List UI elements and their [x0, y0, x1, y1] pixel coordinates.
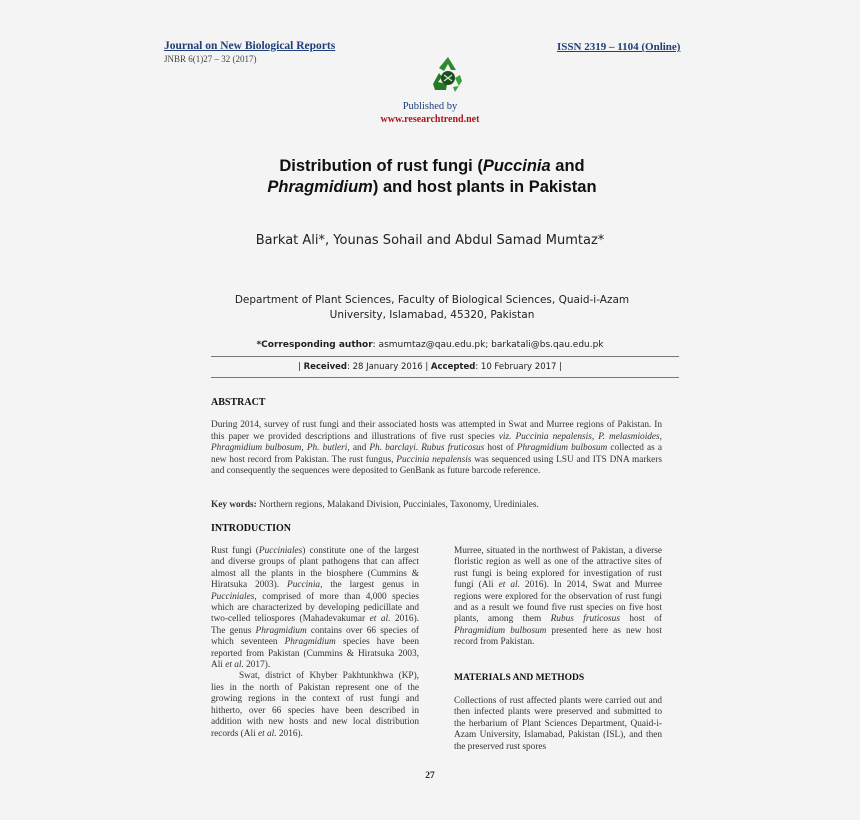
introduction-heading: INTRODUCTION — [211, 523, 292, 534]
keywords: Key words: Northern regions, Malakand Division, Pucciniales, Taxonomy, Urediniales. — [211, 500, 539, 510]
introduction-right-column — [454, 546, 662, 649]
page-number: 27 — [425, 771, 435, 781]
corresponding-author: *Corresponding author: asmumtaz@qau.edu.pk; barkatali@bs.qau.edu.pk — [256, 340, 604, 350]
intro-paragraph-3: Murree, situated in the northwest of Pakistan, a diverse floristic region as well as one of the attractive sites of rust fungi is being explored for investigation of rust fungi (Ali et al. 2016). In 2014, Swat and Murree regions were explored for the observation of rust fungi and as a result we found five rust species on five host plants, among them Rubus fruticosus host of Phragmidium bulbosum presented here as new host record from Pakistan. — [454, 546, 663, 648]
journal-name[interactable]: Journal on New Biological Reports — [164, 40, 336, 52]
affiliation: Department of Plant Sciences, Faculty of Biological Sciences, Quaid-i-Azam University, Islamabad, 45320, Pakistan — [234, 294, 630, 321]
intro-paragraph-1: Rust fungi (Pucciniales) constitute one of the largest and diverse groups of plant pathogens that can affect almost all the plants in the biosphere (Cummins & Hiratsuka 2003). Puccinia, the largest genus in Pucciniales, comprised of more than 4,000 species which are characterized by developing pedicillate and two-celled teliospores (Mahadevakumar et al. 2016). The genus Phragmidium contains over 66 species of which seventeen Phragmidium species have been reported from Pakistan (Cummins & Hiratsuka 2003, Ali et al. 2017). — [211, 546, 420, 671]
author-list: Barkat Ali*, Younas Sohail and Abdul Samad Mumtaz* — [255, 233, 605, 248]
divider-top — [211, 356, 679, 357]
introduction-left-column — [211, 546, 419, 740]
divider-bottom — [211, 377, 679, 378]
abstract-text: During 2014, survey of rust fungi and their associated hosts was attempted in Swat and Murree regions of Pakistan. In this paper we provided descriptions and illustrations of five rust species viz. Puccinia nepalensis, P. melasmioides, Phragmidium bulbosum, Ph. butleri, and Ph. barclayi. Rubus fruticosus host of Phragmidium bulbosum collected as a new host record from Pakistan. The rust fungus, Puccinia nepalensis was sequenced using LSU and ITS DNA markers and consequently the sequences were deposited to GenBank as future barcode reference. — [211, 420, 662, 476]
article-title: Distribution of rust fungi (Puccinia and Phragmidium) and host plants in Pakistan — [267, 157, 597, 196]
journal-citation: JNBR 6(1)27 – 32 (2017) — [164, 54, 257, 64]
intro-paragraph-2: Swat, district of Khyber Pakhtunkhwa (KP), lies in the north of Pakistan represent one of the growing regions in the context of rust fungi and hitherto, over 66 species have been described in addition with new hosts and new local distribution records (Ali et al. 2016). — [211, 671, 419, 739]
publisher-website-link[interactable]: www.researchtrend.net — [380, 114, 480, 125]
abstract-heading: ABSTRACT — [211, 397, 266, 408]
submission-dates: | Received: 28 January 2016 | Accepted: 10 February 2017 | — [298, 362, 562, 372]
issn-link[interactable]: ISSN 2319 – 1104 (Online) — [557, 41, 681, 53]
published-by-label: Published by — [402, 101, 458, 112]
methods-heading: MATERIALS AND METHODS — [454, 673, 585, 683]
recycle-logo-icon — [427, 54, 469, 94]
methods-text: Collections of rust affected plants were carried out and then infected plants were preserved and submitted to the herbarium of Plant Sciences Department, Quaid-i-Azam University, Islamabad, Pakistan (ISL), and then the preserved rust spores — [454, 696, 662, 752]
